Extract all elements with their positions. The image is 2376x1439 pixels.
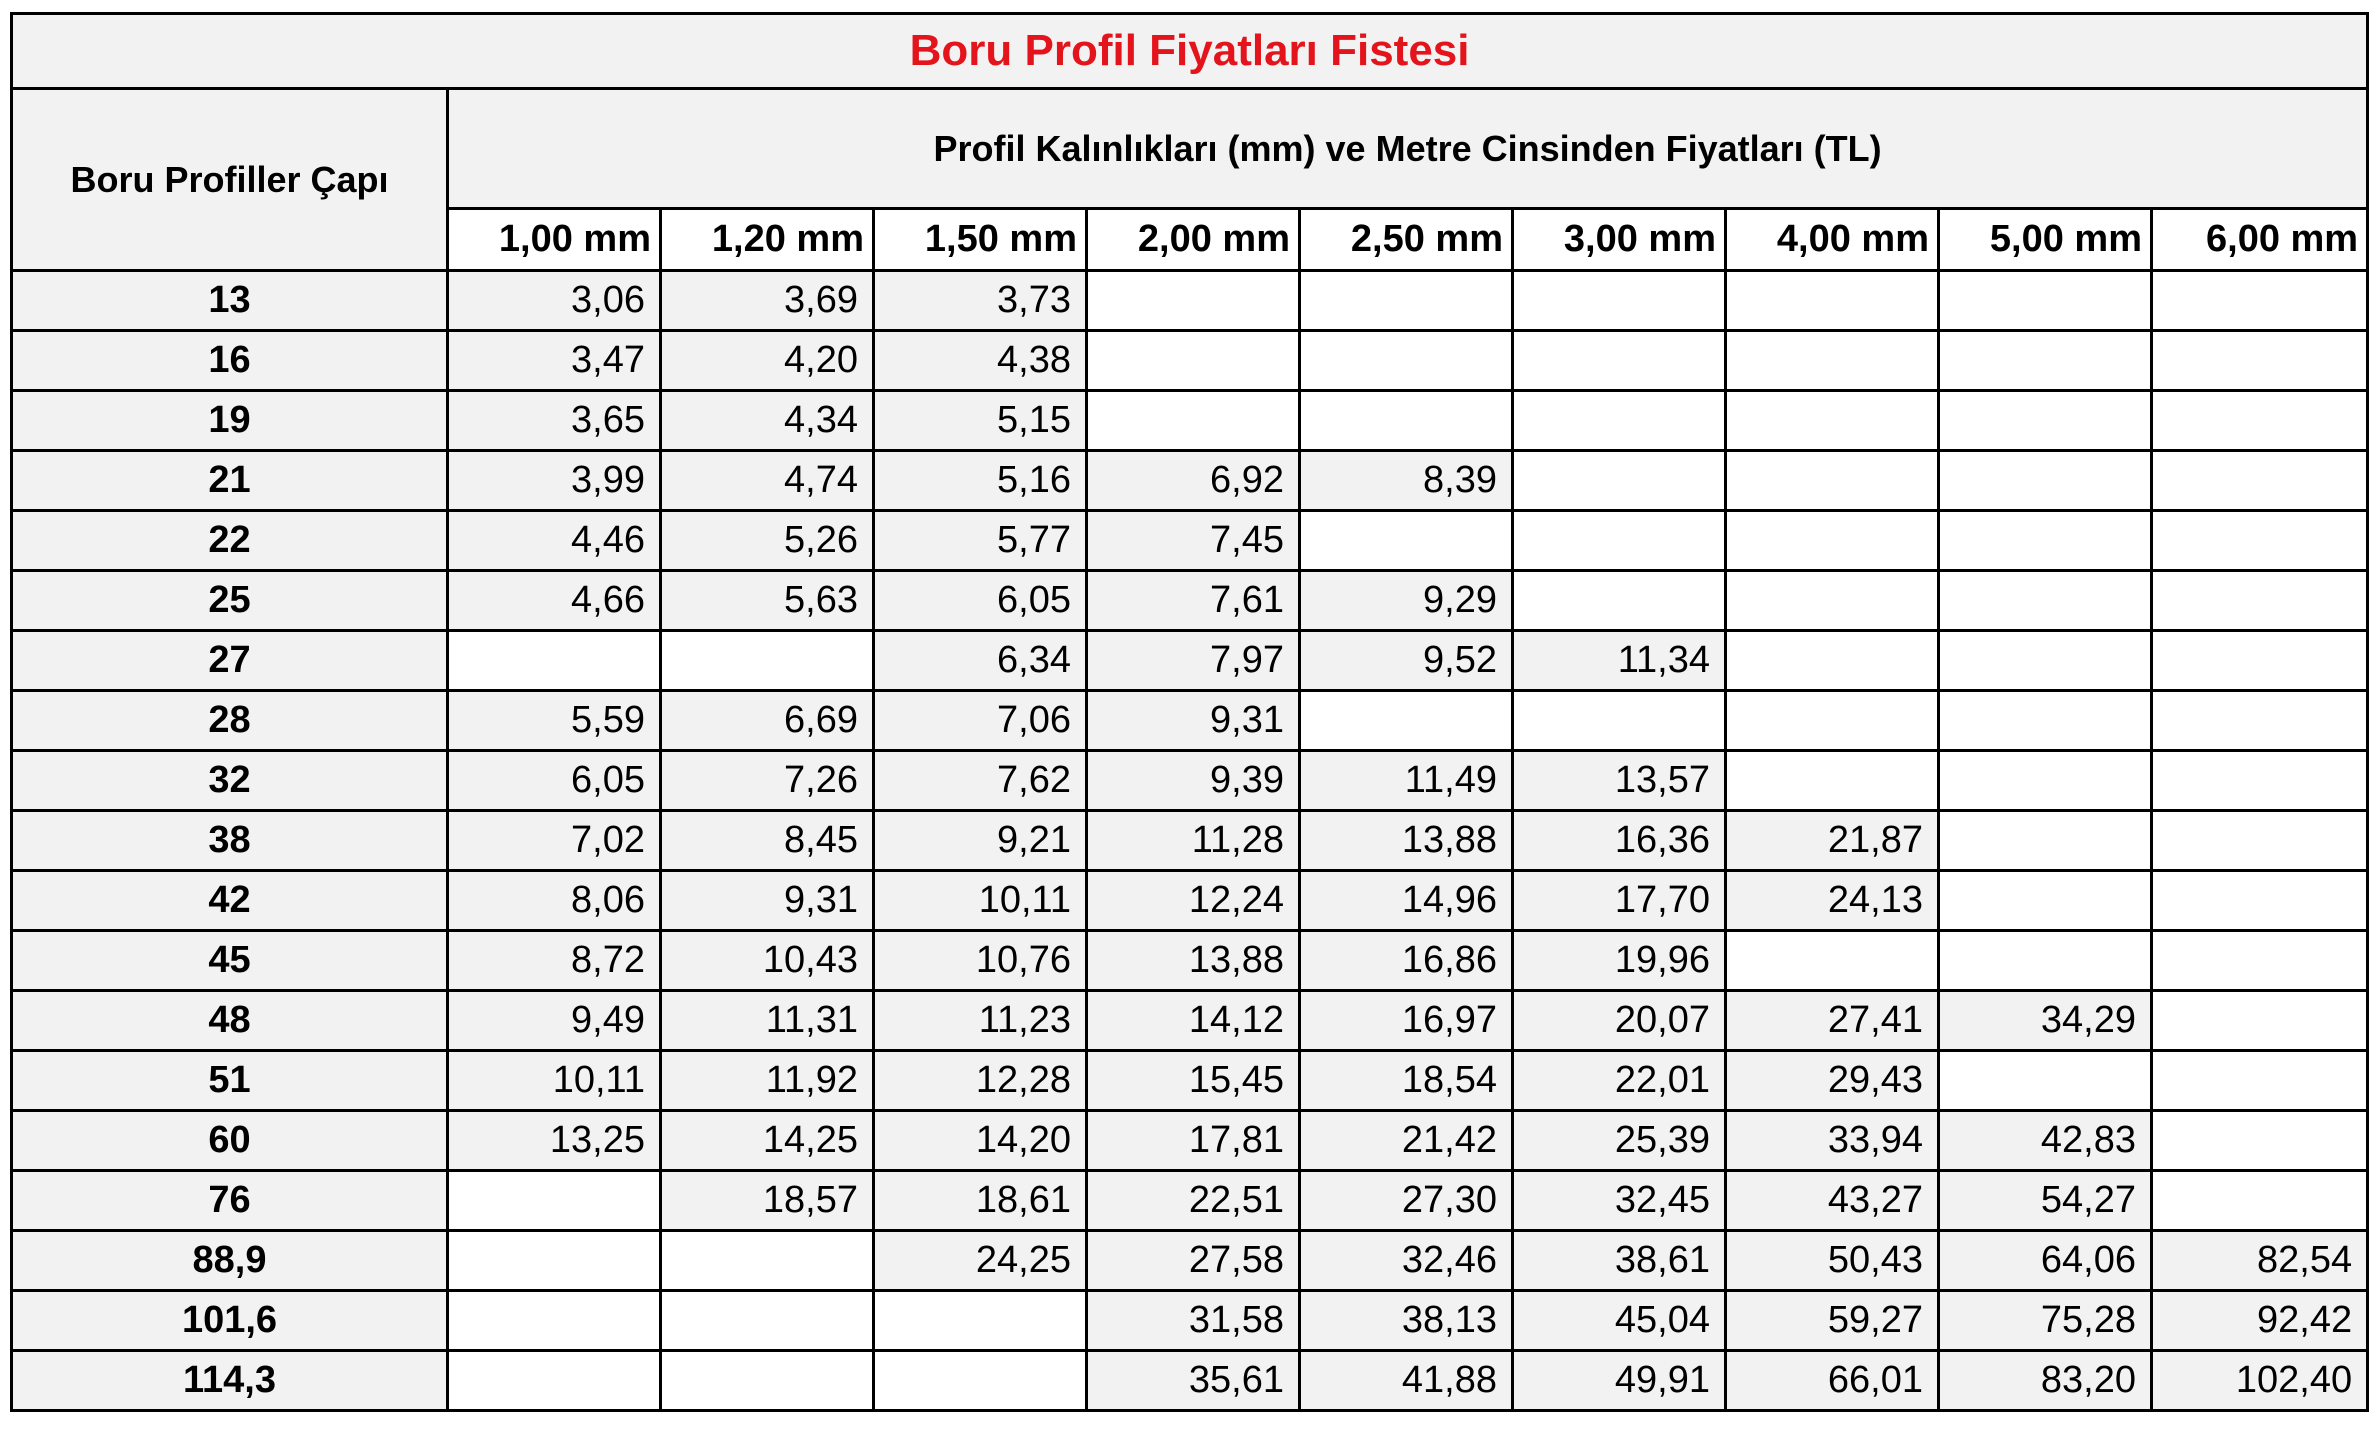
price-cell — [2152, 271, 2368, 331]
diameter-cell: 101,6 — [12, 1291, 448, 1351]
price-cell: 3,69 — [661, 271, 874, 331]
price-cell: 6,69 — [661, 691, 874, 751]
price-cell: 22,01 — [1513, 1051, 1726, 1111]
price-cell: 11,49 — [1300, 751, 1513, 811]
price-cell: 18,57 — [661, 1171, 874, 1231]
price-cell: 83,20 — [1939, 1351, 2152, 1411]
diameter-cell: 13 — [12, 271, 448, 331]
price-cell: 25,39 — [1513, 1111, 1726, 1171]
price-cell: 29,43 — [1726, 1051, 1939, 1111]
price-cell: 16,97 — [1300, 991, 1513, 1051]
price-cell: 34,29 — [1939, 991, 2152, 1051]
price-cell — [1726, 451, 1939, 511]
thickness-header: 1,00 mm — [448, 209, 661, 271]
price-cell: 41,88 — [1300, 1351, 1513, 1411]
price-cell: 33,94 — [1726, 1111, 1939, 1171]
table-row — [12, 1291, 2368, 1351]
price-cell — [1726, 391, 1939, 451]
price-cell — [1300, 691, 1513, 751]
price-cell: 10,43 — [661, 931, 874, 991]
price-cell — [1939, 811, 2152, 871]
price-cell — [1939, 1051, 2152, 1111]
thickness-header: 1,50 mm — [874, 209, 1087, 271]
price-cell — [1726, 751, 1939, 811]
price-cell: 4,38 — [874, 331, 1087, 391]
price-cell — [1300, 331, 1513, 391]
price-cell — [2152, 451, 2368, 511]
diameter-cell: 45 — [12, 931, 448, 991]
price-cell — [1939, 271, 2152, 331]
price-cell — [1726, 691, 1939, 751]
header-row — [12, 89, 2368, 209]
price-cell: 20,07 — [1513, 991, 1726, 1051]
price-cell — [2152, 931, 2368, 991]
price-cell: 11,92 — [661, 1051, 874, 1111]
price-cell — [1513, 691, 1726, 751]
price-cell: 3,65 — [448, 391, 661, 451]
price-cell — [1300, 391, 1513, 451]
price-cell — [661, 1231, 874, 1291]
price-cell — [1513, 391, 1726, 451]
table-row — [12, 331, 2368, 391]
table-row — [12, 871, 2368, 931]
price-cell: 5,77 — [874, 511, 1087, 571]
price-cell: 24,25 — [874, 1231, 1087, 1291]
table-row — [12, 991, 2368, 1051]
thickness-header: 4,00 mm — [1726, 209, 1939, 271]
table-row — [12, 451, 2368, 511]
price-cell: 15,45 — [1087, 1051, 1300, 1111]
column-group-header: Profil Kalınlıkları (mm) ve Metre Cinsinden Fiyatları (TL) — [448, 89, 2368, 209]
price-cell — [2152, 1051, 2368, 1111]
price-cell: 75,28 — [1939, 1291, 2152, 1351]
price-cell — [1087, 331, 1300, 391]
price-cell — [1726, 571, 1939, 631]
price-cell: 10,11 — [448, 1051, 661, 1111]
diameter-cell: 25 — [12, 571, 448, 631]
price-cell: 18,54 — [1300, 1051, 1513, 1111]
table-row — [12, 1051, 2368, 1111]
price-cell — [1513, 331, 1726, 391]
price-cell — [1939, 691, 2152, 751]
price-cell — [1087, 391, 1300, 451]
diameter-cell: 38 — [12, 811, 448, 871]
price-cell — [1513, 571, 1726, 631]
price-cell — [1513, 451, 1726, 511]
price-cell: 50,43 — [1726, 1231, 1939, 1291]
table-row — [12, 1231, 2368, 1291]
price-cell: 9,39 — [1087, 751, 1300, 811]
price-cell: 5,63 — [661, 571, 874, 631]
price-cell: 27,30 — [1300, 1171, 1513, 1231]
diameter-cell: 76 — [12, 1171, 448, 1231]
price-cell: 5,26 — [661, 511, 874, 571]
price-cell — [1726, 511, 1939, 571]
price-cell: 24,13 — [1726, 871, 1939, 931]
table-row — [12, 631, 2368, 691]
price-sheet — [10, 12, 2369, 1412]
page-title: Boru Profil Fiyatları Fistesi — [12, 14, 2368, 89]
price-cell: 9,29 — [1300, 571, 1513, 631]
price-cell: 14,25 — [661, 1111, 874, 1171]
price-cell — [2152, 391, 2368, 451]
price-cell: 21,42 — [1300, 1111, 1513, 1171]
diameter-cell: 42 — [12, 871, 448, 931]
price-cell: 7,45 — [1087, 511, 1300, 571]
table-row — [12, 811, 2368, 871]
price-cell: 6,05 — [448, 751, 661, 811]
row-header-diameter: Boru Profiller Çapı — [12, 89, 448, 271]
price-cell: 8,45 — [661, 811, 874, 871]
table-row — [12, 1111, 2368, 1171]
price-cell: 7,61 — [1087, 571, 1300, 631]
price-cell: 13,88 — [1087, 931, 1300, 991]
diameter-cell: 32 — [12, 751, 448, 811]
diameter-cell: 88,9 — [12, 1231, 448, 1291]
table-row — [12, 571, 2368, 631]
price-cell: 4,66 — [448, 571, 661, 631]
price-cell — [1726, 931, 1939, 991]
price-cell — [1087, 271, 1300, 331]
price-cell: 12,24 — [1087, 871, 1300, 931]
price-cell — [2152, 1111, 2368, 1171]
price-cell: 32,46 — [1300, 1231, 1513, 1291]
price-cell: 7,26 — [661, 751, 874, 811]
price-cell — [1939, 571, 2152, 631]
price-cell: 27,41 — [1726, 991, 1939, 1051]
price-cell — [1939, 751, 2152, 811]
price-cell: 3,06 — [448, 271, 661, 331]
price-cell: 3,73 — [874, 271, 1087, 331]
price-cell — [1939, 631, 2152, 691]
price-cell: 32,45 — [1513, 1171, 1726, 1231]
table-row — [12, 271, 2368, 331]
price-cell: 35,61 — [1087, 1351, 1300, 1411]
price-cell — [1939, 871, 2152, 931]
price-cell: 4,46 — [448, 511, 661, 571]
price-cell: 10,76 — [874, 931, 1087, 991]
table-row — [12, 511, 2368, 571]
price-cell: 8,72 — [448, 931, 661, 991]
price-cell — [2152, 331, 2368, 391]
diameter-cell: 21 — [12, 451, 448, 511]
price-cell — [2152, 991, 2368, 1051]
price-cell — [1939, 331, 2152, 391]
price-cell: 7,06 — [874, 691, 1087, 751]
price-cell: 13,25 — [448, 1111, 661, 1171]
price-cell: 5,15 — [874, 391, 1087, 451]
table-row — [12, 751, 2368, 811]
price-cell: 10,11 — [874, 871, 1087, 931]
price-cell: 31,58 — [1087, 1291, 1300, 1351]
price-cell: 6,34 — [874, 631, 1087, 691]
price-cell — [2152, 691, 2368, 751]
price-cell: 11,28 — [1087, 811, 1300, 871]
diameter-cell: 16 — [12, 331, 448, 391]
table-row — [12, 1171, 2368, 1231]
price-cell: 9,21 — [874, 811, 1087, 871]
diameter-cell: 27 — [12, 631, 448, 691]
price-cell — [2152, 871, 2368, 931]
price-cell — [2152, 571, 2368, 631]
price-cell — [2152, 631, 2368, 691]
price-table — [10, 12, 2369, 1412]
thickness-header: 2,00 mm — [1087, 209, 1300, 271]
price-cell — [874, 1291, 1087, 1351]
price-cell: 14,20 — [874, 1111, 1087, 1171]
diameter-cell: 22 — [12, 511, 448, 571]
price-cell: 11,31 — [661, 991, 874, 1051]
price-cell — [1939, 391, 2152, 451]
price-cell — [1513, 271, 1726, 331]
thickness-header: 1,20 mm — [661, 209, 874, 271]
price-cell: 19,96 — [1513, 931, 1726, 991]
price-cell: 4,74 — [661, 451, 874, 511]
price-cell — [1726, 631, 1939, 691]
price-cell: 11,34 — [1513, 631, 1726, 691]
price-cell — [661, 631, 874, 691]
price-cell — [2152, 751, 2368, 811]
price-cell — [1300, 271, 1513, 331]
price-cell: 9,49 — [448, 991, 661, 1051]
price-cell — [448, 1351, 661, 1411]
price-cell: 22,51 — [1087, 1171, 1300, 1231]
price-cell — [448, 1231, 661, 1291]
price-cell: 59,27 — [1726, 1291, 1939, 1351]
price-cell — [1939, 451, 2152, 511]
price-cell: 38,13 — [1300, 1291, 1513, 1351]
price-cell: 4,34 — [661, 391, 874, 451]
price-cell: 12,28 — [874, 1051, 1087, 1111]
price-cell — [2152, 511, 2368, 571]
table-row — [12, 1351, 2368, 1411]
table-row — [12, 391, 2368, 451]
price-cell: 3,99 — [448, 451, 661, 511]
price-cell: 49,91 — [1513, 1351, 1726, 1411]
table-row — [12, 691, 2368, 751]
diameter-cell: 19 — [12, 391, 448, 451]
price-cell: 17,70 — [1513, 871, 1726, 931]
price-cell: 4,20 — [661, 331, 874, 391]
price-cell: 14,12 — [1087, 991, 1300, 1051]
price-cell: 7,62 — [874, 751, 1087, 811]
price-cell: 42,83 — [1939, 1111, 2152, 1171]
diameter-cell: 51 — [12, 1051, 448, 1111]
price-cell: 54,27 — [1939, 1171, 2152, 1231]
thickness-header: 5,00 mm — [1939, 209, 2152, 271]
price-cell: 16,36 — [1513, 811, 1726, 871]
title-row — [12, 14, 2368, 89]
price-cell: 45,04 — [1513, 1291, 1726, 1351]
price-cell — [448, 1291, 661, 1351]
price-cell: 21,87 — [1726, 811, 1939, 871]
diameter-cell: 114,3 — [12, 1351, 448, 1411]
price-cell: 5,16 — [874, 451, 1087, 511]
price-cell: 8,39 — [1300, 451, 1513, 511]
price-cell — [1939, 511, 2152, 571]
price-cell: 82,54 — [2152, 1231, 2368, 1291]
price-cell: 7,02 — [448, 811, 661, 871]
price-cell — [874, 1351, 1087, 1411]
price-cell — [2152, 1171, 2368, 1231]
price-cell — [448, 1171, 661, 1231]
price-cell — [1300, 511, 1513, 571]
price-cell: 13,88 — [1300, 811, 1513, 871]
price-cell: 11,23 — [874, 991, 1087, 1051]
table-row — [12, 931, 2368, 991]
price-cell: 64,06 — [1939, 1231, 2152, 1291]
price-cell: 102,40 — [2152, 1351, 2368, 1411]
diameter-cell: 60 — [12, 1111, 448, 1171]
price-cell: 43,27 — [1726, 1171, 1939, 1231]
price-cell: 66,01 — [1726, 1351, 1939, 1411]
price-cell — [2152, 811, 2368, 871]
price-cell — [661, 1291, 874, 1351]
price-cell — [448, 631, 661, 691]
thickness-header: 2,50 mm — [1300, 209, 1513, 271]
price-cell: 9,52 — [1300, 631, 1513, 691]
price-cell: 18,61 — [874, 1171, 1087, 1231]
price-cell — [1513, 511, 1726, 571]
diameter-cell: 48 — [12, 991, 448, 1051]
price-cell: 13,57 — [1513, 751, 1726, 811]
price-cell: 14,96 — [1300, 871, 1513, 931]
price-cell: 8,06 — [448, 871, 661, 931]
price-cell: 9,31 — [661, 871, 874, 931]
price-cell: 92,42 — [2152, 1291, 2368, 1351]
price-cell: 27,58 — [1087, 1231, 1300, 1291]
price-cell: 5,59 — [448, 691, 661, 751]
price-cell — [1939, 931, 2152, 991]
diameter-cell: 28 — [12, 691, 448, 751]
price-cell: 6,92 — [1087, 451, 1300, 511]
price-cell: 7,97 — [1087, 631, 1300, 691]
price-cell: 3,47 — [448, 331, 661, 391]
price-cell — [1726, 331, 1939, 391]
price-cell: 16,86 — [1300, 931, 1513, 991]
price-cell: 6,05 — [874, 571, 1087, 631]
thickness-header: 6,00 mm — [2152, 209, 2368, 271]
price-cell: 9,31 — [1087, 691, 1300, 751]
thickness-header: 3,00 mm — [1513, 209, 1726, 271]
price-cell: 38,61 — [1513, 1231, 1726, 1291]
price-cell: 17,81 — [1087, 1111, 1300, 1171]
price-cell — [1726, 271, 1939, 331]
price-cell — [661, 1351, 874, 1411]
